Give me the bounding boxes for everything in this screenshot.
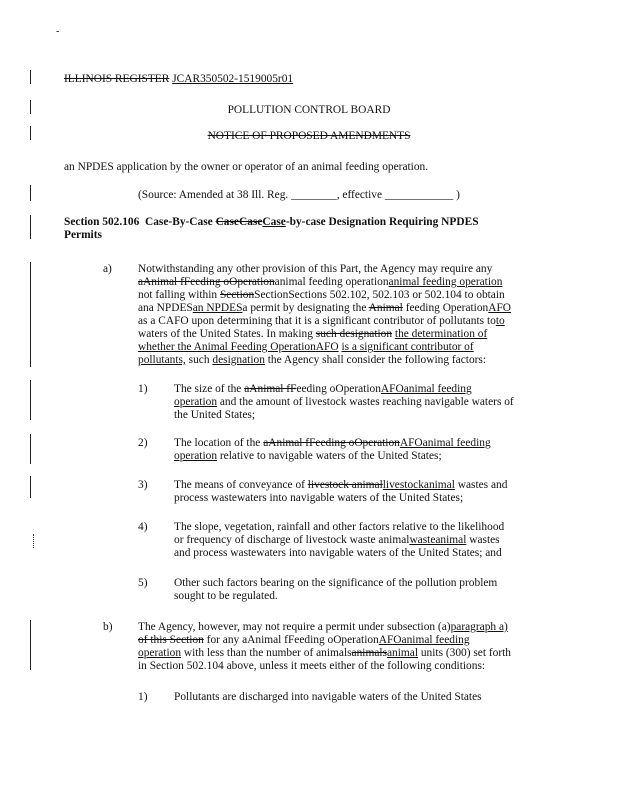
section-heading-cont: Permits xyxy=(64,229,102,241)
item-line: or frequency of discharge of livestock waste animalwasteanimal wastes xyxy=(174,534,500,546)
corner-mark: - xyxy=(56,26,60,37)
para-b-line: The Agency, however, may not require a permit under subsection (a)paragraph a) xyxy=(138,621,508,633)
margin-dots xyxy=(33,534,35,548)
para-a-line: as a CAFO upon determining that it is a significant contributor of pollutants toto xyxy=(138,315,505,327)
change-bar xyxy=(30,215,31,239)
change-bar xyxy=(30,185,31,201)
para-a-label: a) xyxy=(103,263,112,275)
change-bar xyxy=(30,434,31,464)
board-header: POLLUTION CONTROL BOARD xyxy=(227,104,391,116)
item-label: 3) xyxy=(138,479,148,491)
item-line: The means of conveyance of livestock animallivestockanimal wastes and xyxy=(174,479,508,491)
intro-line: an NPDES application by the owner or operator of an animal feeding operation. xyxy=(64,161,429,173)
para-a-line: not falling within SectionSectionSections 502.102, 502.103 or 502.104 to obtain xyxy=(138,289,505,301)
source-line: (Source: Amended at 38 Ill. Reg. ________, effective ____________ ) xyxy=(138,189,460,201)
item-label: 1) xyxy=(138,691,148,703)
para-a-line: whether the Animal Feeding OperationAFO is a significant contributor of xyxy=(138,341,474,353)
item-label: 1) xyxy=(138,383,148,395)
item-line: operation relative to navigable waters of the United States; xyxy=(174,450,442,462)
item-line: process wastewaters into navigable waters of the United States; xyxy=(174,492,464,504)
item-line: Pollutants are discharged into navigable waters of the United States xyxy=(174,691,482,703)
item-line: the United States; xyxy=(174,409,255,421)
change-bar xyxy=(30,476,31,498)
item-line: sought to be regulated. xyxy=(174,590,278,602)
para-a-line: Notwithstanding any other provision of this Part, the Agency may require any xyxy=(138,263,493,275)
change-bar xyxy=(30,262,31,367)
item-label: 4) xyxy=(138,521,148,533)
para-a-line: ana NPDESan NPDESa permit by designating the Animal feeding OperationAFO xyxy=(138,302,512,314)
item-line: The location of the aAnimal fFeeding oOperationAFOanimal feeding xyxy=(174,437,491,449)
section-heading: Section 502.106 Case-By-Case CaseCaseCase-by-case Designation Requiring NPDES xyxy=(64,216,479,228)
item-line: The size of the aAnimal fFeeding oOperationAFOanimal feeding xyxy=(174,383,472,395)
item-line: operation and the amount of livestock wastes reaching navigable waters of xyxy=(174,396,514,408)
para-a-line: waters of the United States. In making such designation the determination of xyxy=(138,328,488,340)
change-bar xyxy=(30,380,31,420)
register-header: ILLINOIS REGISTER JCAR350502-1519005r01 xyxy=(64,73,294,85)
item-label: 5) xyxy=(138,577,148,589)
change-bar xyxy=(30,620,31,670)
change-bar xyxy=(30,70,31,84)
para-b-line: operation with less than the number of animalsanimalsanimal units (300) set forth xyxy=(138,647,512,659)
para-b-line: in Section 502.104 above, unless it meets either of the following conditions: xyxy=(138,660,486,672)
para-b-label: b) xyxy=(103,621,113,633)
para-a-line: pollutants, such designation the Agency shall consider the following factors: xyxy=(138,354,487,366)
item-line: Other such factors bearing on the significance of the pollution problem xyxy=(174,577,498,589)
para-a-line: aAnimal fFeeding oOperationanimal feeding operationanimal feeding operation xyxy=(138,276,503,288)
item-line: and process wastewaters into navigable waters of the United States; and xyxy=(174,547,502,559)
notice-header: NOTICE OF PROPOSED AMENDMENTS xyxy=(207,130,411,142)
item-label: 2) xyxy=(138,437,148,449)
para-b-line: of this Section for any aAnimal fFeeding oOperationAFOanimal feeding xyxy=(138,634,470,646)
item-line: The slope, vegetation, rainfall and other factors relative to the likelihood xyxy=(174,521,505,533)
